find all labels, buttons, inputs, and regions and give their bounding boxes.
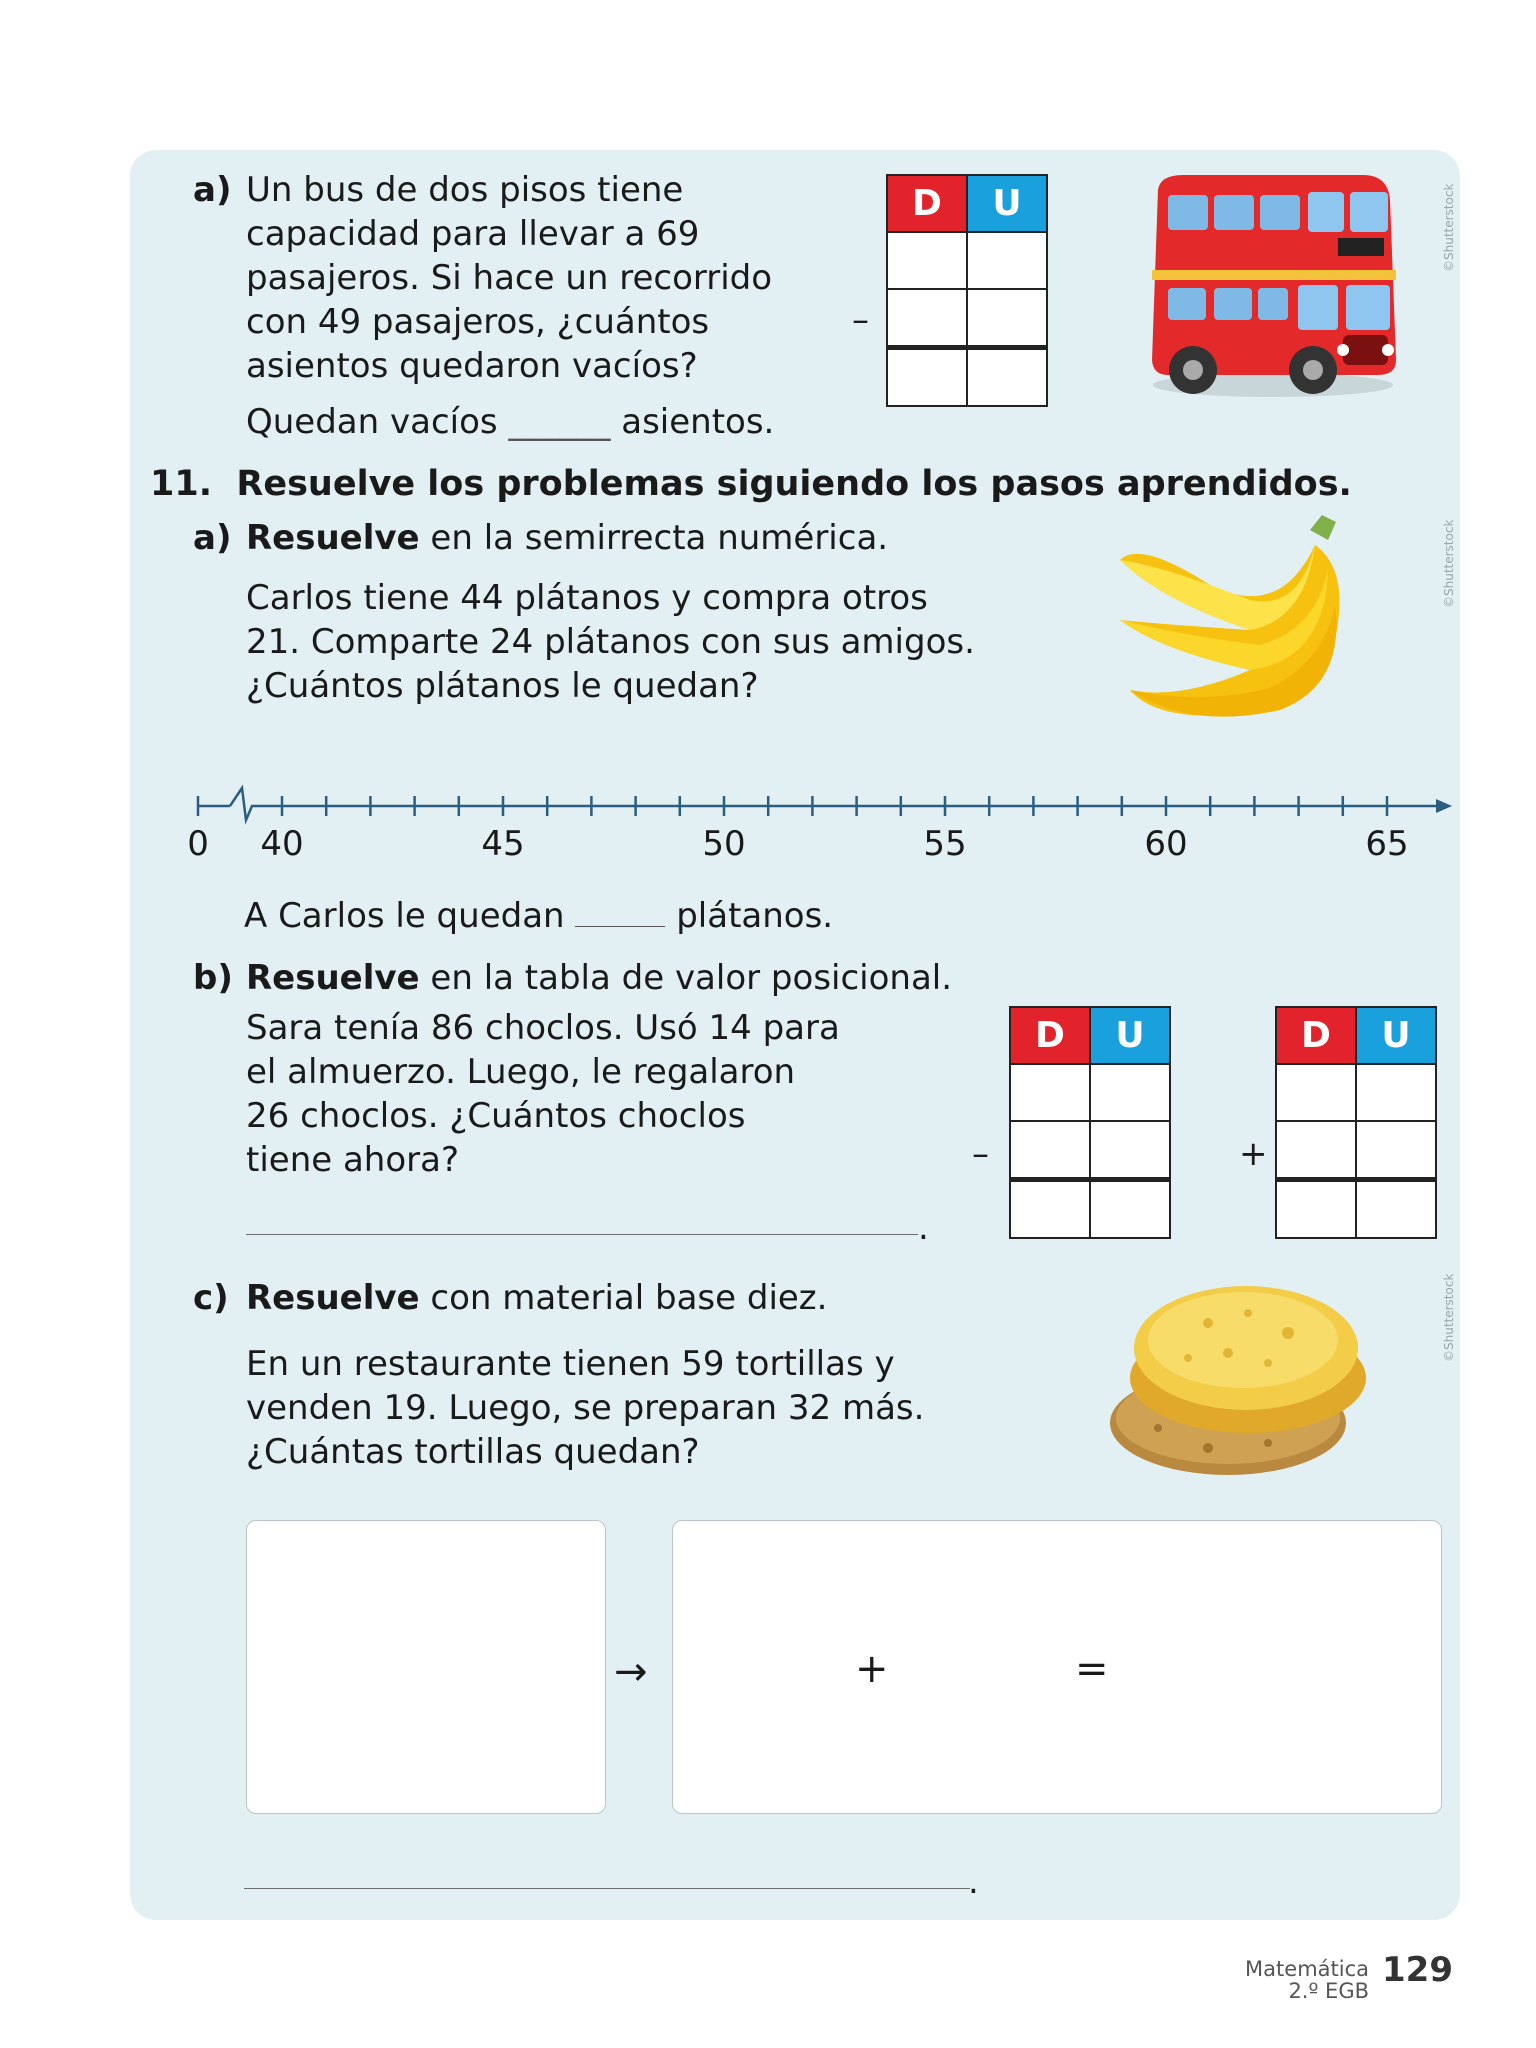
footer-grade: 2.º EGB: [1288, 1979, 1369, 2003]
problem-a-instruction: [246, 516, 888, 560]
equals-sign: =: [1075, 1646, 1109, 1692]
numberline-label: 55: [923, 824, 967, 864]
table-cell[interactable]: [1356, 1064, 1436, 1121]
section-heading: [150, 462, 1352, 506]
answer-prefix: A Carlos le quedan: [244, 896, 565, 936]
problem-a-prev-line: con 49 pasajeros, ¿cuántos: [246, 302, 710, 342]
problem-a-prev-line: capacidad para llevar a 69: [246, 214, 700, 254]
problem-a-label: a): [193, 518, 232, 558]
table-cell[interactable]: [887, 289, 967, 348]
instruction-bold: Resuelve: [246, 1278, 420, 1318]
instruction-rest: con material base diez.: [419, 1278, 828, 1318]
image-credit: ©Shutterstock: [1442, 1273, 1456, 1362]
problem-b-label: b): [193, 958, 233, 998]
table-cell[interactable]: [1276, 1064, 1356, 1121]
table-cell[interactable]: [967, 232, 1047, 289]
tens-header: D: [1276, 1007, 1356, 1064]
answer-prefix: Quedan vacíos: [246, 402, 498, 442]
arrow-right-icon: →: [614, 1649, 648, 1695]
table-cell[interactable]: [887, 348, 967, 407]
section-title: Resuelve los problemas siguiendo los pasos aprendidos.: [236, 464, 1352, 504]
numberline-label: 50: [702, 824, 746, 864]
table-cell[interactable]: [1276, 1121, 1356, 1180]
problem-a-prev-line: asientos quedaron vacíos?: [246, 346, 698, 386]
tortilla-stack-icon: [1098, 1268, 1383, 1493]
problem-c-line: En un restaurante tienen 59 tortillas y: [246, 1344, 895, 1384]
place-value-table-subtraction: [1009, 1006, 1171, 1239]
table-cell[interactable]: [1090, 1180, 1170, 1239]
answer-blank[interactable]: ______: [508, 402, 611, 442]
banana-bunch-icon: [1100, 510, 1370, 735]
problem-c-line: ¿Cuántas tortillas quedan?: [246, 1432, 700, 1472]
plus-operator: +: [1239, 1134, 1268, 1174]
instruction-bold: Resuelve: [246, 518, 420, 558]
table-cell[interactable]: [967, 348, 1047, 407]
problem-c-label: c): [193, 1278, 229, 1318]
footer-subject-block: [1235, 1958, 1369, 2002]
numberline-zero: 0: [187, 824, 209, 864]
problem-b-line: tiene ahora?: [246, 1140, 460, 1180]
problem-c-instruction: [246, 1276, 827, 1320]
double-decker-bus-icon: [1138, 170, 1398, 405]
problem-a-prev-line: Un bus de dos pisos tiene: [246, 170, 684, 210]
answer-suffix: asientos.: [621, 402, 775, 442]
units-header: U: [967, 175, 1047, 232]
problem-a-prev-line: pasajeros. Si hace un recorrido: [246, 258, 773, 298]
problem-a-line: 21. Comparte 24 plátanos con sus amigos.: [246, 622, 975, 662]
problem-c-line: venden 19. Luego, se preparan 32 más.: [246, 1388, 925, 1428]
instruction-bold: Resuelve: [246, 958, 420, 998]
tens-header: D: [1010, 1007, 1090, 1064]
numberline-label: 65: [1365, 824, 1409, 864]
numberline-label: 45: [481, 824, 525, 864]
instruction-rest: en la tabla de valor posicional.: [419, 958, 953, 998]
table-cell[interactable]: [1010, 1121, 1090, 1180]
instruction-rest: en la semirrecta numérica.: [419, 518, 889, 558]
problem-a-line: ¿Cuántos plátanos le quedan?: [246, 666, 759, 706]
minus-operator: –: [852, 300, 869, 340]
section-number: 11.: [150, 464, 213, 504]
base-ten-start-box[interactable]: [246, 1520, 606, 1814]
answer-end: .: [968, 1862, 979, 1902]
table-cell[interactable]: [1276, 1180, 1356, 1239]
footer-subject: Matemática: [1245, 1957, 1369, 1981]
image-credit: ©Shutterstock: [1442, 519, 1456, 608]
problem-b-line: el almuerzo. Luego, le regalaron: [246, 1052, 796, 1092]
table-cell[interactable]: [1356, 1121, 1436, 1180]
problem-a-answer: [244, 894, 833, 938]
table-cell[interactable]: [887, 232, 967, 289]
minus-operator: –: [972, 1134, 989, 1174]
place-value-table-addition: [1275, 1006, 1437, 1239]
numberline-label: 60: [1144, 824, 1188, 864]
page-number: 129: [1382, 1950, 1453, 1990]
base-ten-operation-box[interactable]: [672, 1520, 1442, 1814]
table-cell[interactable]: [1090, 1064, 1170, 1121]
table-cell[interactable]: [1010, 1064, 1090, 1121]
image-credit: ©Shutterstock: [1442, 183, 1456, 272]
number-line: [187, 760, 1460, 864]
answer-suffix: plátanos.: [676, 896, 834, 936]
table-cell[interactable]: [1356, 1180, 1436, 1239]
tens-header: D: [887, 175, 967, 232]
problem-b-line: 26 choclos. ¿Cuántos choclos: [246, 1096, 746, 1136]
answer-blank[interactable]: [575, 896, 665, 927]
plus-sign: +: [855, 1646, 889, 1692]
problem-b-line: Sara tenía 86 choclos. Usó 14 para: [246, 1008, 840, 1048]
answer-end: .: [918, 1208, 929, 1248]
table-cell[interactable]: [1010, 1180, 1090, 1239]
numberline-label: 40: [260, 824, 304, 864]
problem-a-prev-answer: [246, 400, 774, 444]
place-value-table: [886, 174, 1048, 407]
problem-a-prev-label: a): [193, 170, 232, 210]
units-header: U: [1356, 1007, 1436, 1064]
answer-line[interactable]: [244, 1888, 970, 1889]
units-header: U: [1090, 1007, 1170, 1064]
problem-a-line: Carlos tiene 44 plátanos y compra otros: [246, 578, 928, 618]
problem-b-instruction: [246, 956, 952, 1000]
table-cell[interactable]: [967, 289, 1047, 348]
table-cell[interactable]: [1090, 1121, 1170, 1180]
answer-line[interactable]: [246, 1234, 918, 1235]
